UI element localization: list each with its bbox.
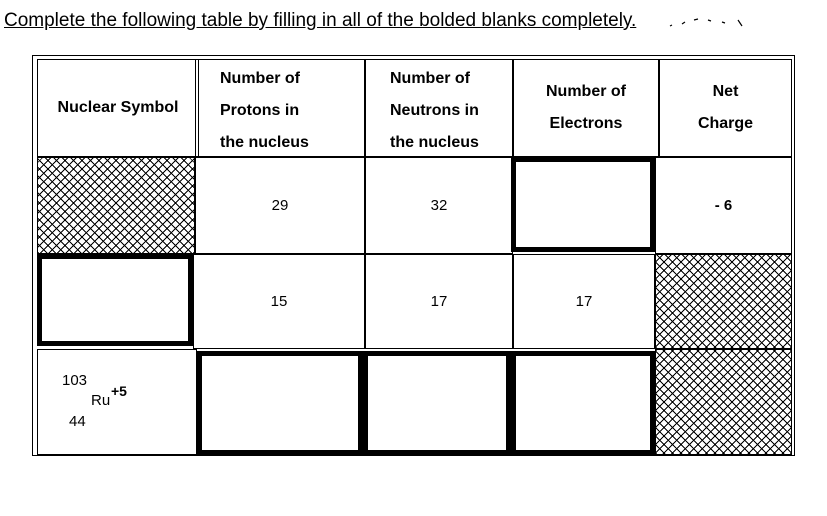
row1-electrons-blank[interactable] (511, 157, 655, 252)
header-net-charge-line2: Charge (697, 115, 754, 132)
row3-ion-charge: +5 (111, 383, 127, 399)
chemistry-table (32, 55, 795, 456)
row3-electrons-blank[interactable] (511, 351, 655, 455)
header-protons-line1: Number of (220, 70, 300, 87)
row2-charge-hatched (655, 254, 792, 349)
header-neutrons-line1: Number of (390, 70, 470, 87)
row1-net-charge (655, 157, 792, 254)
row1-neutrons-value: 32 (430, 197, 448, 214)
row1-net-charge-value: - 6 (714, 197, 733, 214)
row2-neutrons-value: 17 (430, 293, 448, 310)
row2-protons-value: 15 (270, 293, 288, 310)
row3-protons-blank[interactable] (197, 351, 363, 455)
row2-neutrons (365, 254, 513, 349)
row1-protons (195, 157, 365, 254)
scribble-mark-icon (668, 14, 748, 32)
header-nuclear-symbol (37, 59, 199, 157)
row2-symbol-blank[interactable] (37, 254, 193, 346)
header-electrons-line1: Number of (546, 83, 626, 100)
row2-protons (193, 254, 365, 349)
header-neutrons-line3: the nucleus (390, 134, 479, 151)
row3-mass-number: 103 (62, 372, 88, 389)
row1-neutrons (365, 157, 513, 254)
header-protons-line3: the nucleus (220, 134, 309, 151)
row3-charge-hatched (655, 349, 792, 455)
header-nuclear-symbol-label: Nuclear Symbol (57, 99, 179, 116)
row2-electrons-value: 17 (575, 293, 593, 310)
row1-protons-value: 29 (271, 197, 289, 214)
instruction-text: Complete the following table by filling in all of the bolded blanks completely. (4, 10, 637, 31)
row3-atomic-number: 44 (69, 413, 86, 430)
header-neutrons (365, 59, 513, 157)
row3-element-symbol: Ru (91, 392, 111, 409)
header-neutrons-line2: Neutrons in (390, 102, 479, 119)
header-net-charge (659, 59, 792, 157)
header-electrons-line2: Electrons (549, 115, 623, 132)
row3-neutrons-blank[interactable] (363, 351, 511, 455)
header-net-charge-line1: Net (712, 83, 739, 100)
header-protons (195, 59, 365, 157)
header-electrons (513, 59, 659, 157)
header-protons-line2: Protons in (220, 102, 300, 119)
row2-electrons (513, 254, 655, 349)
row1-symbol-hatched (37, 157, 195, 254)
row3-nuclear-symbol (37, 349, 197, 455)
